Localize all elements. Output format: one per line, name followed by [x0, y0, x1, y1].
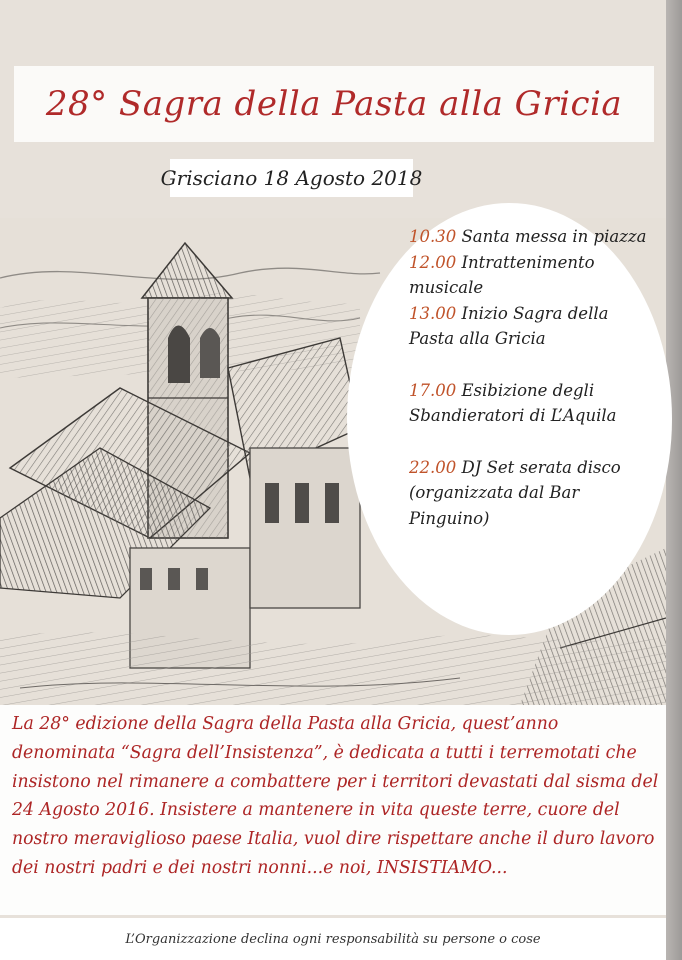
- schedule-item: [409, 455, 647, 532]
- schedule-item: [409, 224, 647, 250]
- event-description: La 28° edizione della Sagra della Pasta alla Gricia, quest’anno denominata “Sagra dell’Insistenza”, è dedicata a tutti i terremotati che insistono nel rimanere a combattere per i territori devastati dal sisma del 24 Agosto 2016. Insistere a mantenere in vita queste terre, cuore del nostro meraviglioso paese Italia, vuol dire rispettare anche il duro lavoro dei nostri padri e dei nostri nonni...e noi, INSISTIAMO...: [12, 714, 659, 878]
- schedule-activity: Inizio Sagra della Pasta alla Gricia: [409, 303, 609, 348]
- poster-title: 28° Sagra della Pasta alla Gricia: [45, 84, 623, 124]
- schedule-list: [409, 224, 647, 531]
- disclaimer: L’Organizzazione declina ogni responsabilità su persone o cose: [125, 931, 541, 947]
- schedule-activity: Intrattenimento musicale: [409, 252, 595, 297]
- schedule-item: [409, 250, 647, 301]
- schedule-time: 12.00: [409, 252, 457, 272]
- schedule-time: 10.30: [409, 227, 457, 246]
- event-date: Grisciano 18 Agosto 2018: [160, 166, 423, 190]
- schedule-time: 22.00: [409, 457, 457, 477]
- schedule-time: 17.00: [409, 380, 457, 400]
- schedule-activity: DJ Set serata disco (organizzata dal Bar Pinguino): [409, 457, 621, 528]
- schedule-time: 13.00: [409, 303, 457, 323]
- date-banner: [160, 159, 423, 197]
- schedule-activity: Esibizione degli Sbandieratori di L’Aquila: [409, 380, 617, 425]
- schedule-activity: Santa messa in piazza: [461, 227, 647, 246]
- title-banner: [14, 66, 654, 142]
- schedule-item: [409, 301, 647, 352]
- footer-banner: [0, 918, 666, 960]
- page-edge-strip: [666, 0, 682, 960]
- schedule-item: [409, 378, 647, 429]
